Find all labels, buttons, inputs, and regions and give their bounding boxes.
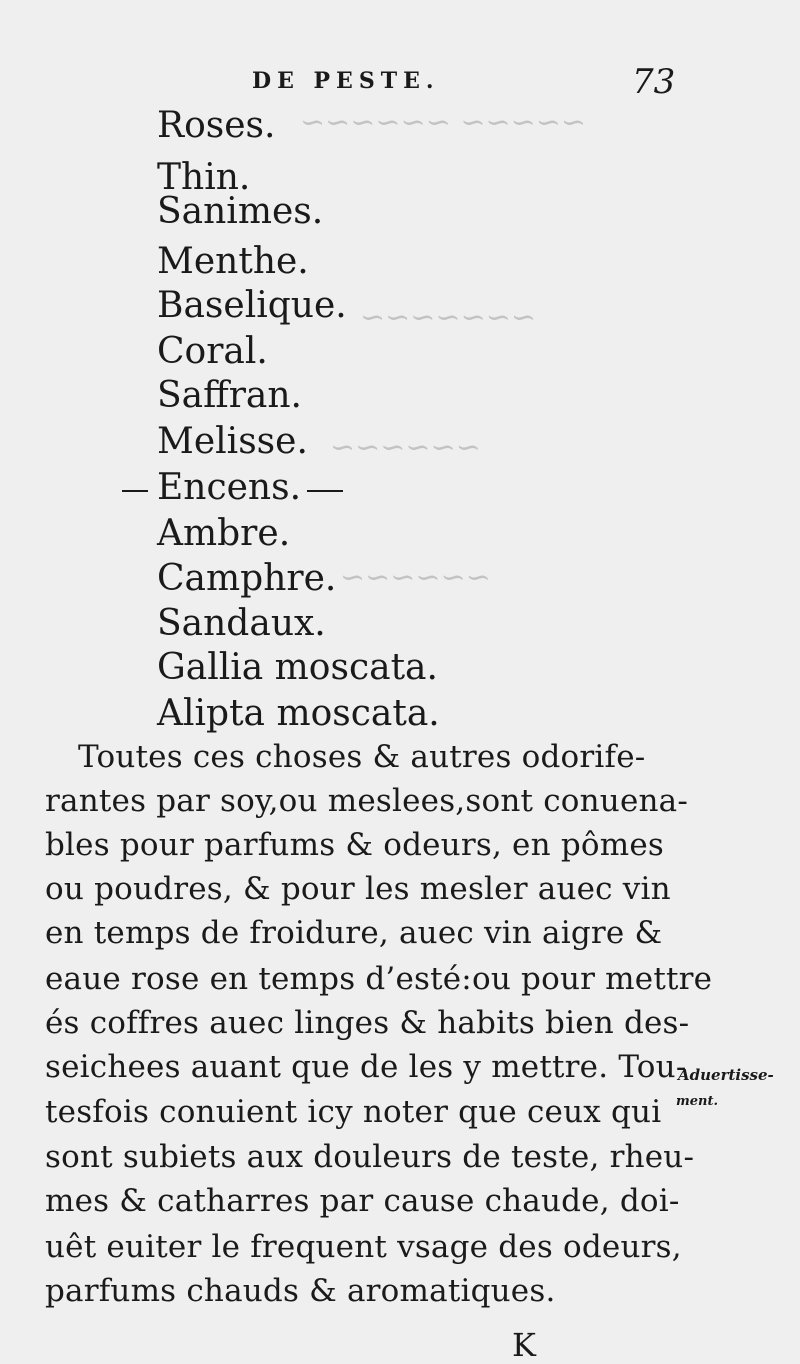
text-line: uêt euiter le frequent vsage des odeurs, xyxy=(45,1229,682,1265)
text-line: seichees auant que de les y mettre. Tou- xyxy=(45,1049,687,1085)
text-line: ou poudres, & pour les mesler auec vin xyxy=(45,871,671,907)
list-item: Melisse. xyxy=(157,421,308,462)
margin-note-line-2: ment. xyxy=(676,1094,719,1109)
list-item: Ambre. xyxy=(157,513,291,554)
text-line: eaue rose en temps d’esté:ou pour mettre xyxy=(45,961,713,997)
page-number: 73 xyxy=(632,62,676,102)
list-item: Gallia moscata. xyxy=(157,647,438,688)
list-item: Sanimes. xyxy=(157,191,324,232)
bleed-through: ~~~~~~ xyxy=(330,430,481,465)
text-line: en temps de froidure, auec vin aigre & xyxy=(45,915,663,951)
list-item-label: Encens. xyxy=(157,467,302,508)
signature-mark: K xyxy=(512,1326,536,1364)
text-line: Toutes ces choses & autres odorife- xyxy=(78,739,646,775)
text-line: parfums chauds & aromatiques. xyxy=(45,1273,556,1309)
bleed-through: ~~~~~ ~~~~~~ xyxy=(300,105,587,140)
running-head: DE PESTE. xyxy=(252,68,440,94)
text-line: bles pour parfums & odeurs, en pômes xyxy=(45,827,664,863)
text-line: és coffres auec linges & habits bien des- xyxy=(45,1005,690,1041)
bleed-through: ~~~~~~~ xyxy=(360,300,536,335)
text-line: rantes par soy,ou meslees,sont conuena- xyxy=(45,783,689,819)
text-line: sont subiets aux douleurs de teste, rheu- xyxy=(45,1139,695,1175)
list-item: Baselique. xyxy=(157,285,347,326)
list-item: Camphre. xyxy=(157,558,337,599)
list-item: Coral. xyxy=(157,331,268,372)
list-item xyxy=(157,467,302,508)
list-item: Sandaux. xyxy=(157,603,326,644)
list-item: Alipta moscata. xyxy=(157,693,440,734)
text-line: mes & catharres par cause chaude, doi- xyxy=(45,1183,680,1219)
list-item: Saffran. xyxy=(157,375,303,416)
list-item: Roses. xyxy=(157,105,276,146)
left-dash xyxy=(122,490,148,492)
list-item: Thin. xyxy=(157,157,251,198)
list-item: Menthe. xyxy=(157,241,309,282)
bleed-through: ~~~~~~ xyxy=(340,560,491,595)
right-dash xyxy=(307,490,343,492)
text-line: tesfois conuient icy noter que ceux qui xyxy=(45,1094,662,1130)
margin-note-line-1: Aduertisse- xyxy=(678,1066,774,1084)
